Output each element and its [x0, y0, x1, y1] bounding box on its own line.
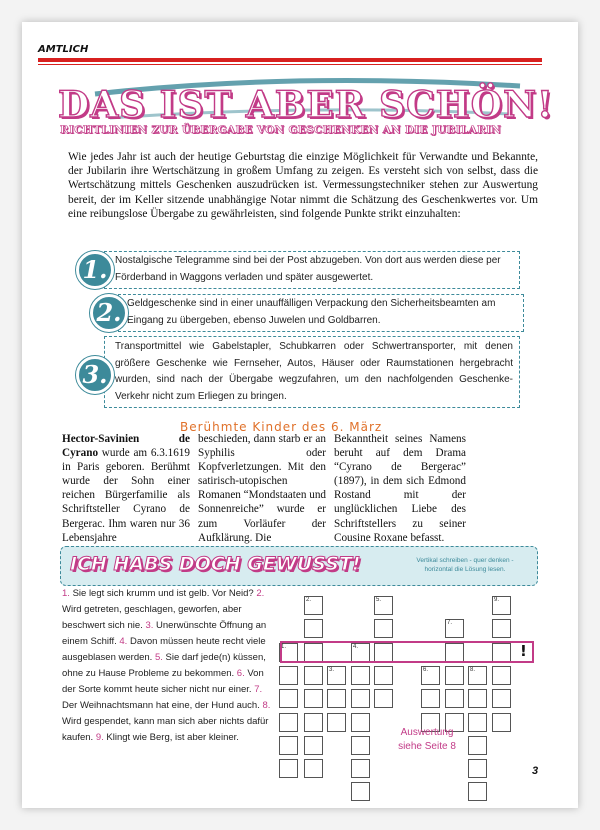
clue-text: Klingt wie Berg, ist aber kleiner.: [103, 732, 239, 743]
clue-text: Davon müssen heute recht viele ausgeblasen werden.: [62, 636, 266, 663]
crossword-cell[interactable]: [468, 666, 487, 685]
crossword-cell[interactable]: [445, 689, 464, 708]
crossword-cell[interactable]: [421, 666, 440, 685]
page-subtitle: RICHTLINIEN ZUR ÜBERGABE VON GESCHENKEN AN DIE JUBILARIN: [60, 124, 502, 136]
crossword-cell[interactable]: [374, 596, 393, 615]
crossword-cell[interactable]: [304, 596, 323, 615]
famous-children-heading: Berühmte Kinder des 6. März: [180, 420, 383, 434]
clue-text: Sie legt sich krumm und ist gelb. Vor Neid?: [69, 588, 257, 599]
crossword-cell[interactable]: [327, 666, 346, 685]
article-column-1-text: wurde am 6.3.1619 in Paris geboren. Berühmt wurde der Sohn einer reichen Bürgerfamilie als Schriftsteller Cyrano de Bergerac. Ihm waren nur 36 Lebensjahre: [62, 447, 190, 544]
crossword-cell[interactable]: [468, 736, 487, 755]
clue-text: Wird gespendet, kann man sich aber nichts dafür kaufen.: [62, 716, 269, 743]
crossword-cell-label: 1.: [281, 643, 287, 650]
rule-item-2-text: Geldgeschenke sind in einer unauffälligen Verpackung den Sicherheitsbeamten am Eingang zu übergeben, ebenso Juwelen und Goldbarren.: [127, 298, 496, 326]
crossword-cell[interactable]: [304, 713, 323, 732]
crossword-cell[interactable]: [351, 713, 370, 732]
crossword-cell[interactable]: [304, 666, 323, 685]
rule-item-3-text: Transportmittel wie Gabelstapler, Schubkarren oder Schwertransporter, mit denen größere Geschenke wie Fernseher, Autos, Häuser oder Raumstationen hergebracht wurden, sind nach der Übergabe wegzufahren, um den nachfolgenden Geschenke-Verkehr nicht zum Erliegen zu bringen.: [115, 341, 513, 402]
crossword-cell[interactable]: [327, 689, 346, 708]
crossword-cell[interactable]: [279, 713, 298, 732]
section-label: AMTLICH: [38, 44, 89, 55]
puzzle-hint: Vertikal schreiben - quer denken - horizontal die Lösung lesen.: [416, 557, 514, 573]
clue-number: 9.: [95, 732, 104, 743]
clue-number: 3.: [145, 620, 154, 631]
crossword-cell[interactable]: [351, 736, 370, 755]
crossword-cell[interactable]: [492, 619, 511, 638]
crossword-cell[interactable]: [304, 736, 323, 755]
number-badge-1: 1.: [76, 251, 114, 289]
crossword-cell[interactable]: [468, 759, 487, 778]
crossword-cell[interactable]: [327, 713, 346, 732]
answer-reference: Auswertung siehe Seite 8: [398, 727, 456, 752]
rule-item-1-text: Nostalgische Telegramme sind bei der Post abzugeben. Von dort aus werden diese per Förderband in Waggons verladen und später ausgewertet.: [115, 255, 501, 283]
clue-text: Unerwünschte Öffnung an einem Schiff.: [62, 620, 267, 647]
solution-row-highlight: [280, 641, 534, 663]
crossword-cell[interactable]: [468, 689, 487, 708]
crossword-cell-label: 9.: [494, 597, 500, 603]
article-column-1: [62, 432, 190, 545]
clue-number: 5.: [154, 652, 163, 663]
crossword-cell[interactable]: [468, 713, 487, 732]
crossword-cell[interactable]: [304, 759, 323, 778]
clue-number: 6.: [236, 668, 245, 679]
crossword-cell[interactable]: [279, 689, 298, 708]
clue-number: 4.: [119, 636, 128, 647]
crossword-cell[interactable]: [492, 713, 511, 732]
crossword-cell[interactable]: [374, 619, 393, 638]
article-column-2: beschieden, dann starb er an Syphilis oder Kopfverletzungen. Mit den satirisch-utopischen Romanen “Mondstaaten und Sonnenreiche” wurde er zum Vorläufer der Aufklärung. Die: [198, 433, 327, 544]
rule-item-3: [104, 336, 520, 408]
crossword-cell[interactable]: [279, 736, 298, 755]
crossword-cell-label: 2.: [306, 597, 312, 603]
rule-item-1: [104, 251, 520, 289]
crossword-cell[interactable]: [279, 666, 298, 685]
header-rule-thin: [38, 64, 542, 65]
crossword-cell[interactable]: [351, 782, 370, 801]
crossword-cell[interactable]: [492, 689, 511, 708]
clue-text: Der Weihnachtsmann hat eine, der Hund auch.: [62, 700, 263, 711]
crossword-cell-label: 3.: [329, 666, 335, 673]
clue-number: 7.: [254, 684, 263, 695]
crossword-cell-label: 6.: [423, 666, 429, 673]
crossword-cell[interactable]: [351, 689, 370, 708]
page-title: DAS IST ABER SCHÖN!: [58, 84, 554, 126]
crossword-cell[interactable]: [468, 782, 487, 801]
crossword-cell-label: 7.: [447, 620, 453, 627]
article-person-name: Hector-Savinien de Cyrano: [62, 433, 190, 460]
intro-paragraph: Wie jedes Jahr ist auch der heutige Geburtstag die einzige Möglichkeit für Verwandte und Bekannte, der Jubilarin ihre Wertschätzung in großem Umfang zu zeigen. Es versteht sich von selbst, dass die Wertschätzung mittels Geschenken auszudrücken ist. Vermessungstechniker stehen zur Auswertung bereit, der im Keller sitzende unabhängige Notar nimmt die Schätzung des Geschenkwertes vor. Um eine reibungslose Übergabe zu gewährleisten, sind folgende Punkte strikt einzuhalten:: [68, 151, 538, 220]
crossword-cell[interactable]: [492, 666, 511, 685]
clue-number: 2.: [256, 588, 265, 599]
crossword-cell[interactable]: [421, 689, 440, 708]
title-block: [58, 84, 554, 126]
page-header: [38, 44, 542, 55]
clue-text: Von der Sorte kommt heute sicher nicht nur einer.: [62, 668, 264, 695]
crossword-cell-label: 4.: [353, 643, 359, 650]
solution-exclamation: !: [520, 642, 527, 660]
puzzle-clues: [62, 586, 272, 746]
crossword-cell[interactable]: [374, 666, 393, 685]
article-column-3: Bekanntheit seines Namens beruht auf dem Drama “Cyrano de Bergerac” (1897), in dem sich Edmond Rostand mit der unglücklichen Liebe des Schriftstellers zu seiner Cousine Roxane befasst.: [334, 433, 466, 544]
clue-text: Wird getreten, geschlagen, geworfen, aber beschwert sich nie.: [62, 604, 242, 631]
crossword-cell[interactable]: [445, 619, 464, 638]
crossword-cell[interactable]: [279, 759, 298, 778]
crossword-cell-label: 8.: [470, 666, 476, 673]
crossword-cell[interactable]: [304, 689, 323, 708]
page-number: 3: [532, 765, 539, 777]
crossword-cell[interactable]: [304, 619, 323, 638]
clue-number: 8.: [262, 700, 271, 711]
rule-item-2: [118, 294, 524, 332]
crossword-cell[interactable]: [351, 666, 370, 685]
crossword-cell[interactable]: [374, 689, 393, 708]
number-badge-2: 2.: [90, 294, 128, 332]
puzzle-title: ICH HABS DOCH GEWUSST!: [70, 553, 361, 575]
crossword-cell-label: 5.: [376, 597, 382, 603]
header-rule: [38, 58, 542, 62]
clue-text: Sie darf jede(n) küssen, ohne zu Hause Probleme zu bekommen.: [62, 652, 266, 679]
crossword-cell[interactable]: [492, 596, 511, 615]
number-badge-3: 3.: [76, 356, 114, 394]
crossword-cell[interactable]: [351, 759, 370, 778]
clue-number: 1.: [62, 588, 70, 599]
crossword-cell[interactable]: [445, 666, 464, 685]
